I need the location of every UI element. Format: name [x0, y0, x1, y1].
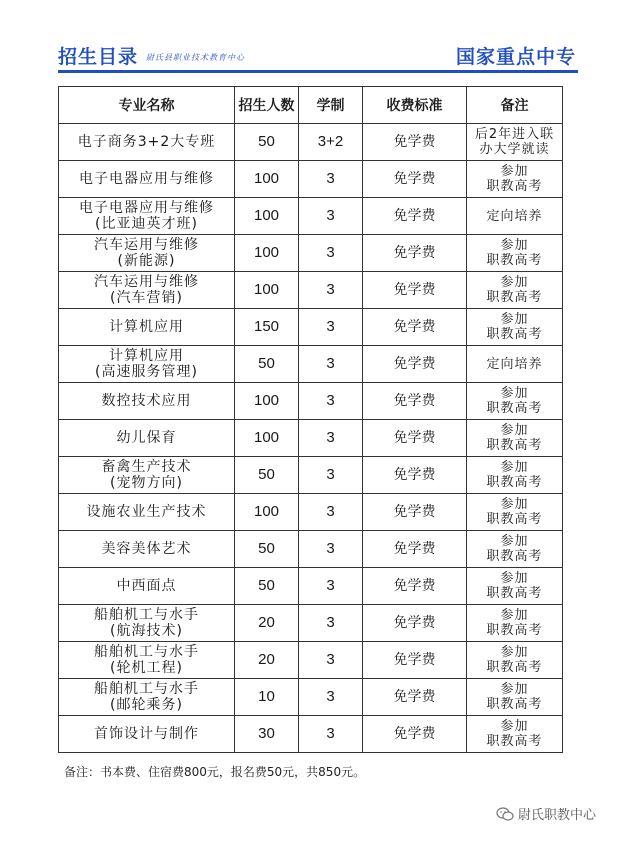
major-cell [59, 457, 235, 494]
count-cell: 10 [235, 679, 299, 716]
major-cell-line: (宠物方向) [110, 475, 183, 491]
years-cell: 3 [299, 309, 363, 346]
major-cell [59, 716, 235, 753]
major-cell-line: 汽车运用与维修 [94, 237, 199, 253]
years-cell: 3 [299, 494, 363, 531]
major-cell-line: 汽车运用与维修 [94, 274, 199, 290]
major-cell-line: 船舶机工与水手 [94, 607, 199, 623]
fee-note: 备注：书本费、住宿费800元，报名费50元，共850元。 [64, 765, 366, 779]
major-cell [59, 605, 235, 642]
remark-cell-line: 职教高考 [486, 438, 543, 453]
fee-cell: 免学费 [363, 272, 467, 309]
remark-cell-line: 参加 [500, 608, 529, 623]
count-cell: 50 [235, 457, 299, 494]
table-row [59, 309, 563, 346]
remark-cell-line: 职教高考 [486, 475, 543, 490]
remark-cell-line: 参加 [500, 275, 529, 290]
remark-cell [467, 161, 563, 198]
major-cell-line: 首饰设计与制作 [94, 726, 199, 742]
years-cell: 3 [299, 383, 363, 420]
years-cell: 3 [299, 642, 363, 679]
major-cell [59, 272, 235, 309]
table-row [59, 679, 563, 716]
table-row [59, 642, 563, 679]
count-cell: 50 [235, 124, 299, 161]
major-cell [59, 383, 235, 420]
remark-cell-line: 参加 [500, 312, 529, 327]
wechat-icon [496, 807, 514, 821]
remark-cell-line: 职教高考 [486, 697, 543, 712]
fee-cell: 免学费 [363, 198, 467, 235]
count-cell: 100 [235, 272, 299, 309]
table-row [59, 272, 563, 309]
catalog-title: 招生目录 [58, 46, 139, 68]
count-cell: 50 [235, 568, 299, 605]
years-cell: 3 [299, 605, 363, 642]
remark-cell-line: 职教高考 [486, 401, 543, 416]
fee-cell: 免学费 [363, 679, 467, 716]
table-row [59, 716, 563, 753]
remark-cell [467, 420, 563, 457]
remark-cell [467, 272, 563, 309]
major-cell [59, 679, 235, 716]
header-fee: 收费标准 [363, 87, 467, 124]
table-row [59, 420, 563, 457]
remark-cell-line: 参加 [500, 497, 529, 512]
remark-cell [467, 716, 563, 753]
remark-cell-line: 定向培养 [486, 208, 543, 224]
remark-cell-line: 参加 [500, 164, 529, 179]
fee-cell: 免学费 [363, 346, 467, 383]
table-row [59, 568, 563, 605]
remark-cell [467, 531, 563, 568]
remark-cell [467, 568, 563, 605]
table-row [59, 198, 563, 235]
fee-cell: 免学费 [363, 642, 467, 679]
remark-cell-line: 参加 [500, 460, 529, 475]
major-cell-line: 幼儿保育 [116, 430, 177, 446]
count-cell: 100 [235, 383, 299, 420]
fee-cell: 免学费 [363, 124, 467, 161]
count-cell: 20 [235, 642, 299, 679]
remark-cell [467, 383, 563, 420]
major-cell-line: (汽车营销) [110, 290, 183, 306]
major-cell [59, 161, 235, 198]
table-row [59, 494, 563, 531]
major-cell-line: 美容美体艺术 [101, 541, 192, 557]
major-cell-line: (高速服务管理) [95, 364, 198, 380]
major-cell-line: 设施农业生产技术 [86, 504, 207, 520]
remark-cell [467, 309, 563, 346]
count-cell: 100 [235, 494, 299, 531]
major-cell-line: 电子电器应用与维修 [79, 200, 214, 216]
remark-cell-line: 职教高考 [486, 623, 543, 638]
remark-cell-line: 职教高考 [486, 512, 543, 527]
remark-cell-line: 职教高考 [486, 586, 543, 601]
major-cell [59, 235, 235, 272]
major-cell-line: (航海技术) [110, 623, 183, 639]
watermark-text: 尉氏职教中心 [517, 808, 596, 823]
fee-cell: 免学费 [363, 235, 467, 272]
major-cell [59, 531, 235, 568]
header-years: 学制 [299, 87, 363, 124]
major-cell [59, 124, 235, 161]
remark-cell [467, 457, 563, 494]
remark-cell-line: 参加 [500, 423, 529, 438]
count-cell: 100 [235, 161, 299, 198]
count-cell: 100 [235, 235, 299, 272]
major-cell-line: 中西面点 [116, 578, 177, 594]
major-cell [59, 568, 235, 605]
remark-cell-line: 参加 [500, 238, 529, 253]
major-cell-line: 计算机应用 [109, 348, 184, 364]
enrollment-table [58, 86, 563, 753]
major-cell-line: (比亚迪英才班) [95, 216, 198, 232]
fee-cell: 免学费 [363, 605, 467, 642]
fee-cell: 免学费 [363, 383, 467, 420]
major-cell-line: 船舶机工与水手 [94, 644, 199, 660]
fee-cell: 免学费 [363, 457, 467, 494]
table-row [59, 235, 563, 272]
remark-cell-line: 职教高考 [486, 549, 543, 564]
count-cell: 20 [235, 605, 299, 642]
major-cell-line: (新能源) [117, 253, 176, 269]
years-cell: 3+2 [299, 124, 363, 161]
fee-cell: 免学费 [363, 161, 467, 198]
remark-cell [467, 679, 563, 716]
remark-cell-line: 后2年进入联 [474, 127, 555, 142]
fee-cell: 免学费 [363, 531, 467, 568]
major-cell [59, 198, 235, 235]
years-cell: 3 [299, 161, 363, 198]
years-cell: 3 [299, 679, 363, 716]
years-cell: 3 [299, 272, 363, 309]
remark-cell-line: 参加 [500, 682, 529, 697]
years-cell: 3 [299, 457, 363, 494]
table-row [59, 383, 563, 420]
remark-cell-line: 职教高考 [486, 290, 543, 305]
remark-cell [467, 605, 563, 642]
years-cell: 3 [299, 716, 363, 753]
remark-cell-line: 参加 [500, 645, 529, 660]
remark-cell [467, 642, 563, 679]
major-cell [59, 494, 235, 531]
major-cell [59, 346, 235, 383]
fee-cell: 免学费 [363, 420, 467, 457]
years-cell: 3 [299, 235, 363, 272]
page-header [0, 38, 620, 74]
watermark [496, 804, 596, 823]
remark-cell-line: 参加 [500, 386, 529, 401]
years-cell: 3 [299, 198, 363, 235]
major-cell-line: 电子电器应用与维修 [79, 171, 214, 187]
remark-cell [467, 494, 563, 531]
remark-cell-line: 参加 [500, 719, 529, 734]
fee-cell: 免学费 [363, 309, 467, 346]
national-key-title: 国家重点中专 [455, 46, 576, 68]
remark-cell-line: 职教高考 [486, 734, 543, 749]
remark-cell [467, 346, 563, 383]
fee-cell: 免学费 [363, 568, 467, 605]
header-count: 招生人数 [235, 87, 299, 124]
school-subtitle: 尉氏县职业技术教育中心 [146, 53, 245, 62]
count-cell: 50 [235, 531, 299, 568]
count-cell: 100 [235, 420, 299, 457]
fee-cell: 免学费 [363, 716, 467, 753]
table-row [59, 531, 563, 568]
table-body [59, 124, 563, 753]
major-cell-line: 畜禽生产技术 [101, 459, 192, 475]
major-cell-line: (轮机工程) [110, 660, 183, 676]
count-cell: 30 [235, 716, 299, 753]
remark-cell-line: 参加 [500, 534, 529, 549]
years-cell: 3 [299, 568, 363, 605]
remark-cell [467, 235, 563, 272]
remark-cell-line: 职教高考 [486, 660, 543, 675]
header-major: 专业名称 [59, 87, 235, 124]
remark-cell-line: 定向培养 [486, 356, 543, 372]
fee-cell: 免学费 [363, 494, 467, 531]
years-cell: 3 [299, 420, 363, 457]
header-remark: 备注 [467, 87, 563, 124]
count-cell: 100 [235, 198, 299, 235]
table-row [59, 457, 563, 494]
years-cell: 3 [299, 346, 363, 383]
years-cell: 3 [299, 531, 363, 568]
major-cell [59, 420, 235, 457]
remark-cell-line: 职教高考 [486, 327, 543, 342]
remark-cell-line: 职教高考 [486, 253, 543, 268]
header-divider [58, 70, 578, 73]
major-cell-line: (邮轮乘务) [110, 697, 183, 713]
major-cell-line: 计算机应用 [109, 319, 184, 335]
major-cell-line: 数控技术应用 [101, 393, 192, 409]
major-cell [59, 642, 235, 679]
remark-cell-line: 参加 [500, 571, 529, 586]
table-row [59, 161, 563, 198]
count-cell: 50 [235, 346, 299, 383]
remark-cell-line: 办大学就读 [479, 142, 550, 157]
major-cell-line: 电子商务3+2大专班 [77, 134, 216, 150]
major-cell-line: 船舶机工与水手 [94, 681, 199, 697]
table-row [59, 124, 563, 161]
count-cell: 150 [235, 309, 299, 346]
remark-cell [467, 124, 563, 161]
table-row [59, 605, 563, 642]
remark-cell [467, 198, 563, 235]
major-cell [59, 309, 235, 346]
table-row [59, 346, 563, 383]
remark-cell-line: 职教高考 [486, 179, 543, 194]
